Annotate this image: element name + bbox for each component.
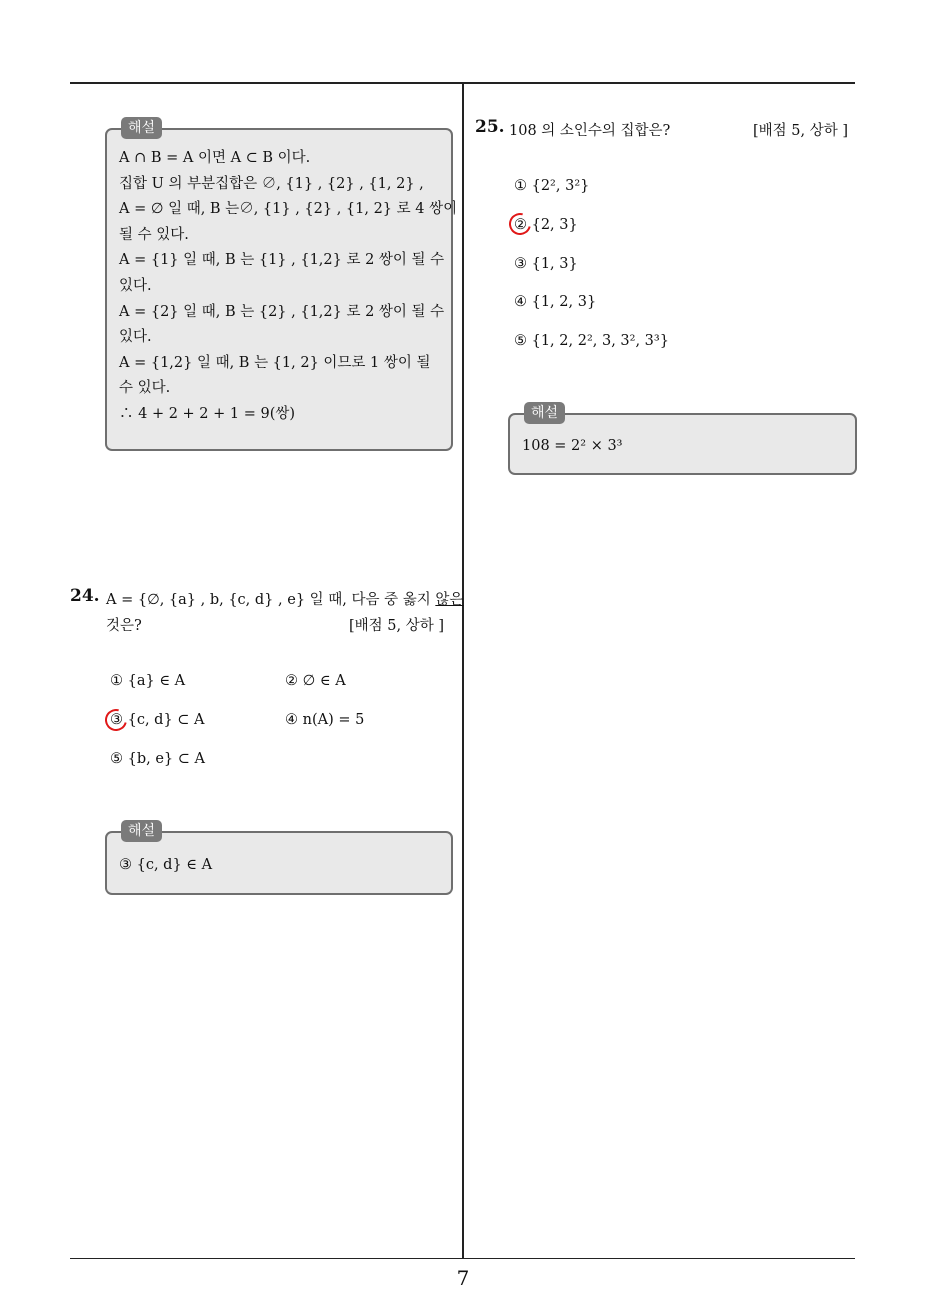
q23-solution-line: A = {1} 일 때, B 는 {1} , {1,2} 로 2 쌍이 될 수 xyxy=(119,252,445,269)
q23-solution-tag: 해설 xyxy=(121,117,162,139)
q25-choice-1[interactable]: ① {2², 3²} xyxy=(514,178,590,194)
q23-solution-line: ∴ 4 + 2 + 2 + 1 = 9(쌍) xyxy=(119,405,296,422)
q25-solution-tag: 해설 xyxy=(524,402,565,424)
q25-solution-box xyxy=(508,405,857,475)
q24-number: 24. xyxy=(70,586,100,606)
q23-solution-line: 있다. xyxy=(119,329,152,346)
bottom-rule xyxy=(70,1258,855,1259)
q23-solution-line: A = {1,2} 일 때, B 는 {1, 2} 이므로 1 쌍이 될 xyxy=(119,354,431,371)
q24-question-text: A = {∅, {a} , b, {c, d} , e} 일 때, 다음 중 옳지 xyxy=(106,592,436,608)
q23-solution-line: 있다. xyxy=(119,277,152,294)
q25-choice-3[interactable]: ③ {1, 3} xyxy=(514,256,578,272)
q25-question-text: 108 의 소인수의 집합은? xyxy=(509,123,671,139)
q25-solution-line: 108 = 2² × 3³ xyxy=(522,438,623,454)
column-divider xyxy=(462,84,464,1258)
q24-score-meta: [배점 5, 상하 ] xyxy=(349,618,445,634)
q24-solution-line: ③ {c, d} ∈ A xyxy=(119,857,213,873)
q23-solution-line: A = ∅ 일 때, B 는∅, {1} , {2} , {1, 2} 로 4 쌍이 xyxy=(119,201,458,218)
q25-choice-5[interactable]: ⑤ {1, 2, 2², 3, 3², 3³} xyxy=(514,333,669,349)
q24-choice-4[interactable]: ④ n(A) = 5 xyxy=(285,712,365,728)
q24-choice-1[interactable]: ① {a} ∈ A xyxy=(110,673,186,689)
q24-solution-box xyxy=(105,823,453,895)
q23-solution-box xyxy=(105,120,458,451)
q23-solution-line: A ∩ B = A 이면 A ⊂ B 이다. xyxy=(119,150,311,166)
q25-score-meta: [배점 5, 상하 ] xyxy=(753,123,849,139)
q23-solution-line: 집합 U 의 부분집합은 ∅, {1} , {2} , {1, 2} , xyxy=(119,175,424,192)
q24-solution-tag: 해설 xyxy=(121,820,162,842)
q24-choice-5[interactable]: ⑤ {b, e} ⊂ A xyxy=(110,751,205,767)
q23-solution-line: 될 수 있다. xyxy=(119,226,189,243)
q25-choice-4[interactable]: ④ {1, 2, 3} xyxy=(514,294,597,310)
q25-answer-mark-circle xyxy=(505,209,535,239)
q25-choice-2[interactable]: ② {2, 3} xyxy=(514,217,578,233)
q25-number: 25. xyxy=(475,117,505,137)
page-number: 7 xyxy=(456,1266,470,1290)
q24-question-line2: 것은? xyxy=(106,618,142,634)
q23-solution-line: A = {2} 일 때, B 는 {2} , {1,2} 로 2 쌍이 될 수 xyxy=(119,303,445,320)
q24-choice-3[interactable]: ③ {c, d} ⊂ A xyxy=(110,712,205,728)
q24-answer-mark-circle xyxy=(101,705,131,735)
q23-solution-line: 수 있다. xyxy=(119,380,171,397)
q24-choice-2[interactable]: ② ∅ ∈ A xyxy=(285,673,346,689)
q24-question-line1 xyxy=(106,588,463,609)
q24-question-emphasis: 않은 xyxy=(435,592,464,608)
